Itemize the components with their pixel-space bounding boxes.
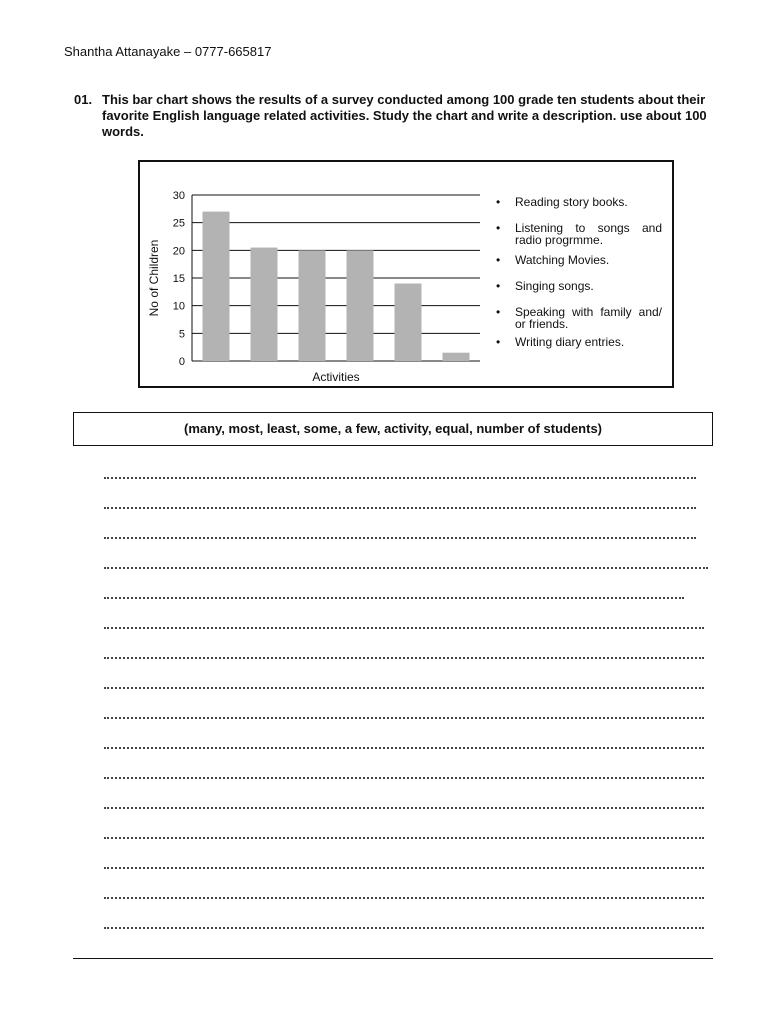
legend-item bbox=[496, 336, 662, 348]
legend-label: Watching Movies. bbox=[515, 253, 610, 267]
answer-line[interactable] bbox=[104, 535, 696, 539]
legend-label: Listening to songs and radio progrmme. bbox=[515, 221, 662, 247]
author-contact: Shantha Attanayake – 0777-665817 bbox=[64, 44, 272, 59]
answer-line[interactable] bbox=[104, 895, 704, 899]
legend-label: Singing songs. bbox=[515, 279, 594, 293]
legend-item bbox=[496, 280, 662, 292]
bullet-icon: • bbox=[496, 253, 501, 267]
answer-line[interactable] bbox=[104, 625, 704, 629]
legend-item bbox=[496, 196, 662, 208]
answer-line[interactable] bbox=[104, 715, 704, 719]
answer-line[interactable] bbox=[104, 475, 696, 479]
bar bbox=[203, 212, 230, 361]
answer-line[interactable] bbox=[104, 835, 704, 839]
bullet-icon: • bbox=[496, 195, 501, 209]
bar bbox=[299, 250, 326, 361]
answer-line[interactable] bbox=[104, 775, 704, 779]
y-tick-label: 20 bbox=[172, 245, 185, 258]
y-tick-label: 30 bbox=[172, 190, 185, 202]
legend-item bbox=[496, 222, 662, 246]
bottom-rule bbox=[73, 958, 713, 959]
answer-line[interactable] bbox=[104, 745, 704, 749]
answer-line[interactable] bbox=[104, 805, 704, 809]
bullet-icon: • bbox=[496, 279, 501, 293]
bullet-icon: • bbox=[496, 305, 501, 319]
legend-label: Speaking with family and/ or friends. bbox=[515, 305, 662, 331]
y-tick-label: 15 bbox=[172, 273, 185, 285]
y-tick-label: 25 bbox=[172, 217, 185, 230]
bar bbox=[395, 284, 422, 361]
y-tick-label: 5 bbox=[178, 328, 185, 341]
bar bbox=[347, 250, 374, 361]
answer-line[interactable] bbox=[104, 865, 704, 869]
y-tick-label: 0 bbox=[178, 356, 185, 368]
legend-label: Reading story books. bbox=[515, 195, 628, 209]
bar bbox=[443, 353, 470, 361]
answer-line[interactable] bbox=[104, 685, 704, 689]
question bbox=[74, 92, 720, 140]
bullet-icon: • bbox=[496, 221, 501, 235]
question-text: This bar chart shows the results of a survey conducted among 100 grade ten students about their favorite English language related activities. Study the chart and write a description. use about 100 words. bbox=[102, 92, 707, 139]
bullet-icon: • bbox=[496, 335, 501, 349]
y-tick-label: 10 bbox=[172, 300, 185, 313]
bar bbox=[251, 248, 278, 361]
answer-line[interactable] bbox=[104, 925, 704, 929]
word-hint-box: (many, most, least, some, a few, activity, equal, number of students) bbox=[73, 412, 713, 446]
answer-line[interactable] bbox=[104, 595, 684, 599]
answer-line[interactable] bbox=[104, 505, 696, 509]
legend-item bbox=[496, 306, 662, 330]
y-axis-label: No of Children bbox=[147, 239, 161, 317]
legend-item bbox=[496, 254, 662, 266]
x-axis-label: Activities bbox=[312, 370, 360, 384]
answer-line[interactable] bbox=[104, 655, 704, 659]
answer-line[interactable] bbox=[104, 565, 708, 569]
question-number: 01. bbox=[74, 92, 93, 107]
legend-label: Writing diary entries. bbox=[515, 335, 625, 349]
